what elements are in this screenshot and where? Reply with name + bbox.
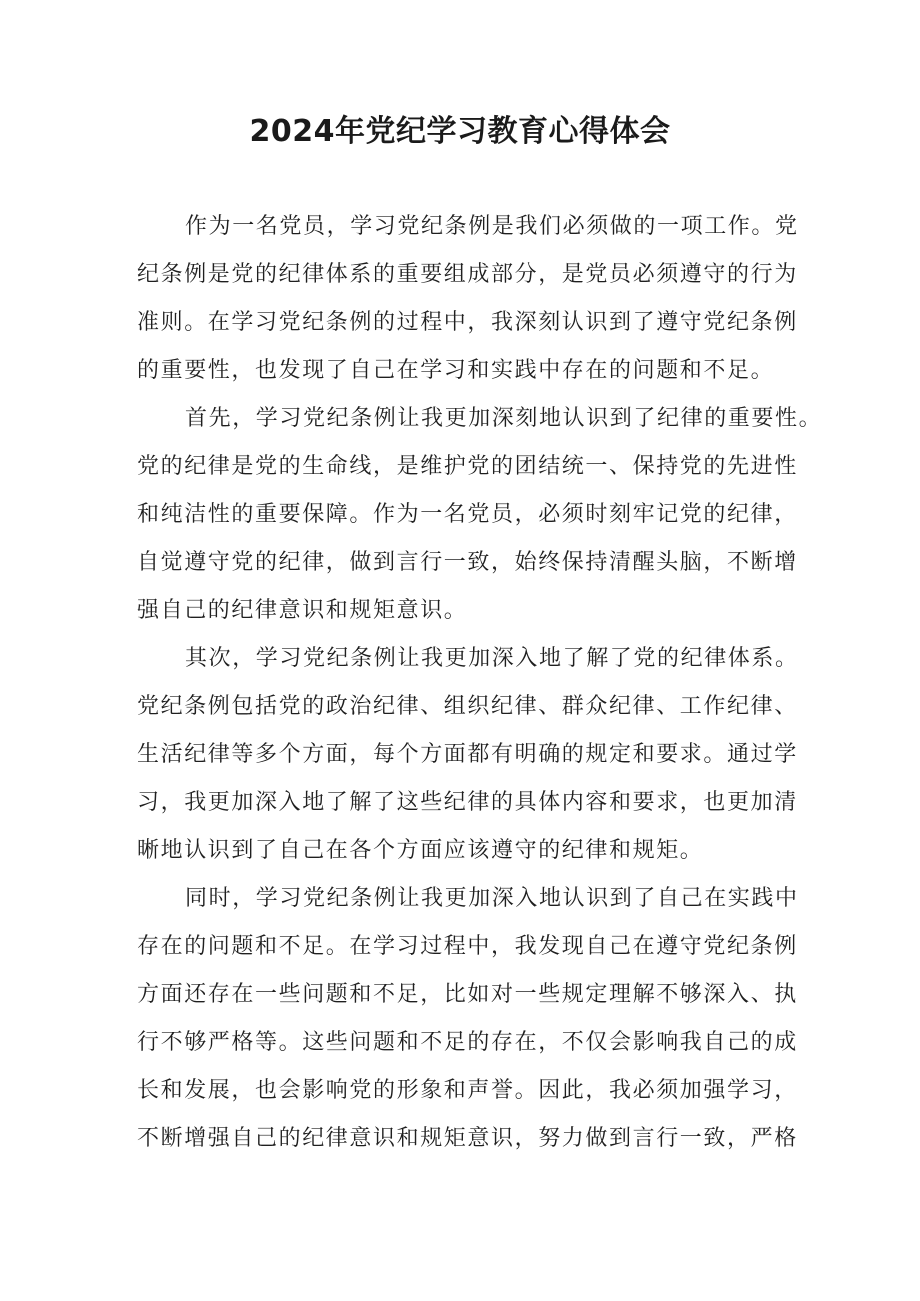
body-line: 和纯洁性的重要保障。作为一名党员，必须时刻牢记党的纪律， — [137, 502, 798, 527]
body-line: 党的纪律是党的生命线，是维护党的团结统一、保持党的先进性 — [137, 454, 798, 479]
body-line: 其次，学习党纪条例让我更加深入地了解了党的纪律体系。 — [185, 646, 799, 671]
body-line: 作为一名党员，学习党纪条例是我们必须做的一项工作。党 — [185, 214, 799, 239]
body-line: 党纪条例包括党的政治纪律、组织纪律、群众纪律、工作纪律、 — [137, 694, 798, 719]
body-line: 自觉遵守党的纪律，做到言行一致，始终保持清醒头脑，不断增 — [137, 550, 798, 575]
body-line: 准则。在学习党纪条例的过程中，我深刻认识到了遵守党纪条例 — [137, 310, 798, 335]
body-line: 行不够严格等。这些问题和不足的存在，不仅会影响我自己的成 — [137, 1030, 798, 1055]
body-line: 习，我更加深入地了解了这些纪律的具体内容和要求，也更加清 — [137, 790, 798, 815]
body-line: 长和发展，也会影响党的形象和声誉。因此，我必须加强学习， — [137, 1078, 798, 1103]
body-line: 的重要性，也发现了自己在学习和实践中存在的问题和不足。 — [137, 358, 775, 383]
body-line: 不断增强自己的纪律意识和规矩意识，努力做到言行一致，严格 — [137, 1126, 798, 1151]
document-title: 2024年党纪学习教育心得体会 — [249, 114, 671, 149]
body-line: 强自己的纪律意识和规矩意识。 — [137, 598, 468, 623]
body-line: 首先，学习党纪条例让我更加深刻地认识到了纪律的重要性。 — [185, 406, 823, 431]
body-line: 纪条例是党的纪律体系的重要组成部分，是党员必须遵守的行为 — [137, 262, 798, 287]
body-line: 存在的问题和不足。在学习过程中，我发现自己在遵守党纪条例 — [137, 934, 798, 959]
body-line: 晰地认识到了自己在各个方面应该遵守的纪律和规矩。 — [137, 838, 704, 863]
body-line: 方面还存在一些问题和不足，比如对一些规定理解不够深入、执 — [137, 982, 798, 1007]
body-line: 同时，学习党纪条例让我更加深入地认识到了自己在实践中 — [185, 886, 799, 911]
body-line: 生活纪律等多个方面，每个方面都有明确的规定和要求。通过学 — [137, 742, 798, 767]
